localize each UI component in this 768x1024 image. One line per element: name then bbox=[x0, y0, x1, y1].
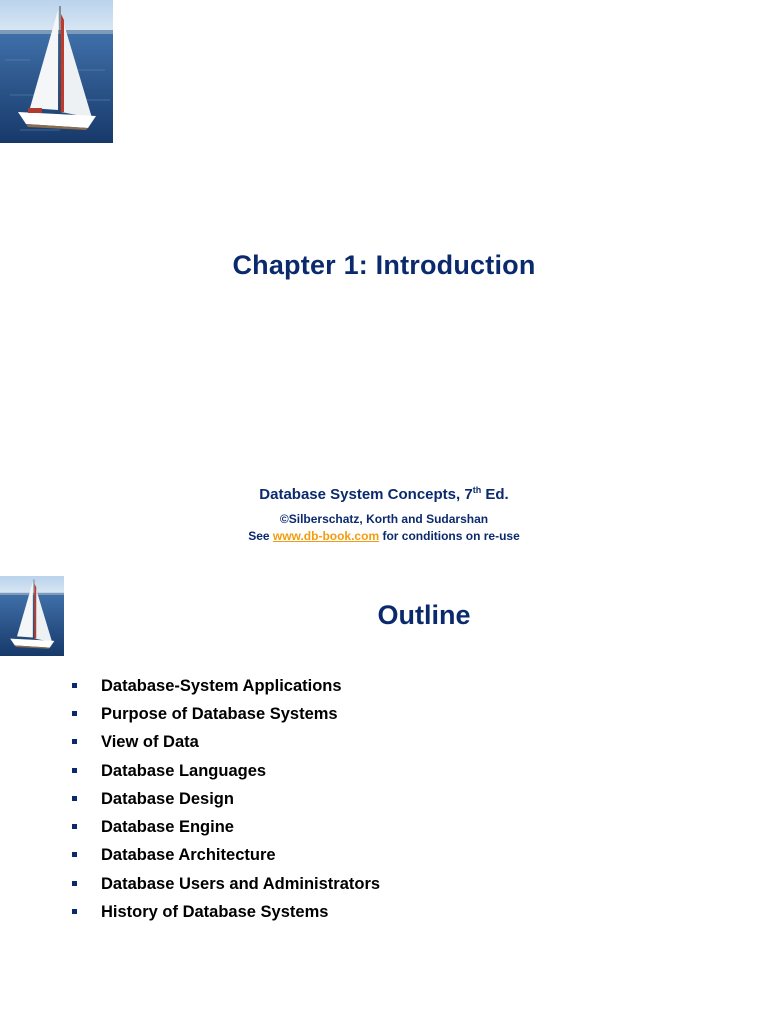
slide-title: Chapter 1: Introduction bbox=[232, 250, 536, 280]
reuse-notice: See www.db-book.com for conditions on re-use bbox=[248, 529, 520, 543]
square-bullet-icon bbox=[72, 711, 77, 716]
book-title: Database System Concepts, 7th Ed. bbox=[259, 485, 509, 503]
list-item: Database Design bbox=[72, 785, 380, 813]
list-item: Database Users and Administrators bbox=[72, 870, 380, 898]
edition-superscript: th bbox=[472, 485, 482, 495]
list-item: Database Engine bbox=[72, 813, 380, 841]
square-bullet-icon bbox=[72, 768, 77, 773]
square-bullet-icon bbox=[72, 796, 77, 801]
square-bullet-icon bbox=[72, 881, 77, 886]
outline-list bbox=[72, 672, 380, 927]
list-item: Purpose of Database Systems bbox=[72, 700, 380, 728]
list-item: View of Data bbox=[72, 729, 380, 757]
square-bullet-icon bbox=[72, 909, 77, 914]
db-book-link[interactable]: www.db-book.com bbox=[272, 529, 380, 543]
square-bullet-icon bbox=[72, 683, 77, 688]
outline-slide bbox=[0, 576, 768, 1024]
square-bullet-icon bbox=[72, 852, 77, 857]
sailboat-logo bbox=[0, 0, 113, 143]
list-item: History of Database Systems bbox=[72, 898, 380, 926]
list-item: Database Languages bbox=[72, 757, 380, 785]
slide-title: Outline bbox=[377, 600, 471, 630]
square-bullet-icon bbox=[72, 739, 77, 744]
list-item: Database-System Applications bbox=[72, 672, 380, 700]
copyright-text: ©Silberschatz, Korth and Sudarshan bbox=[279, 512, 489, 526]
square-bullet-icon bbox=[72, 824, 77, 829]
list-item: Database Architecture bbox=[72, 842, 380, 870]
